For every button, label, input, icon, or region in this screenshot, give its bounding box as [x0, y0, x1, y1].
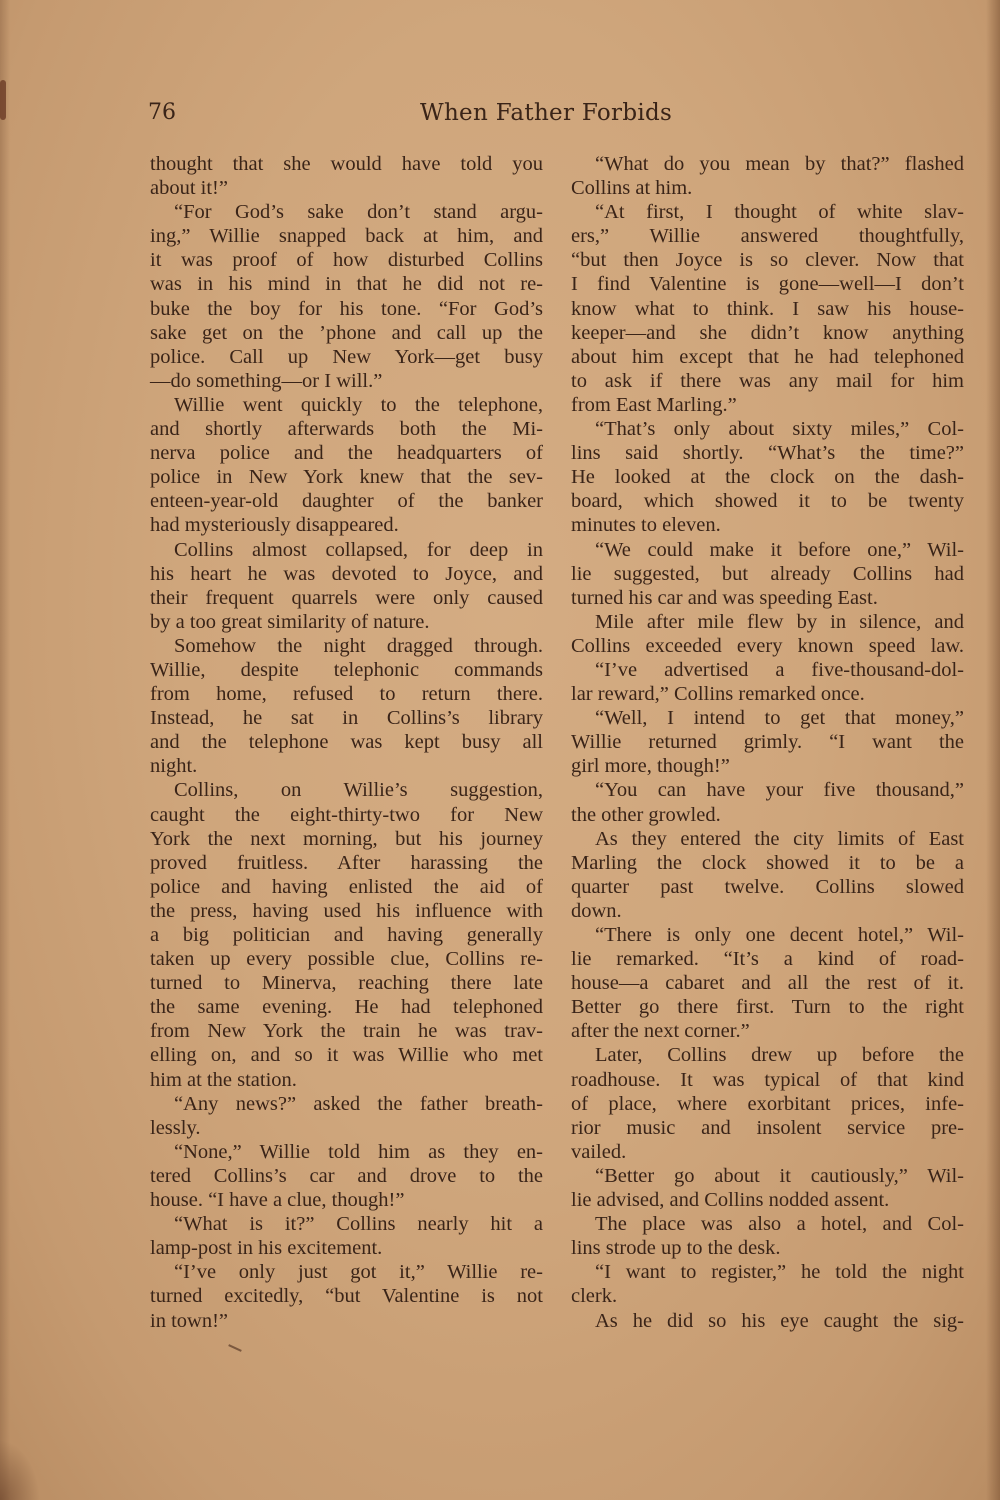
text-line: tered Collins’s car and drove to the	[150, 1164, 543, 1187]
text-column-right	[571, 152, 964, 1333]
text-line: vailed.	[571, 1140, 627, 1163]
text-line: “What is it?” Collins nearly hit a	[174, 1213, 543, 1236]
text-line: and shortly afterwards both the Mi-	[150, 418, 543, 441]
text-line: Willie went quickly to the telephone,	[174, 393, 543, 416]
text-line: turned his car and was speeding East.	[571, 586, 878, 609]
text-line: lie advised, and Collins nodded assent.	[571, 1189, 890, 1212]
page-edge-shadow-right	[986, 0, 1000, 1500]
text-line: had mysteriously disappeared.	[150, 514, 399, 537]
text-line: enteen-year-old daughter of the banker	[150, 490, 543, 513]
text-line: “That’s only about sixty miles,” Col-	[595, 418, 964, 441]
text-line: a big politician and having generally	[150, 924, 543, 946]
text-line: Somehow the night dragged through.	[174, 634, 543, 657]
text-line: and the telephone was kept busy all	[150, 731, 543, 754]
text-line: police in New York knew that the sev-	[150, 466, 543, 489]
text-line: down.	[571, 899, 622, 922]
text-line: ing,” Willie snapped back at him, and	[150, 225, 543, 248]
text-line: night.	[150, 755, 198, 778]
text-line: rior music and insolent service pre-	[571, 1116, 964, 1139]
text-line: after the next corner.”	[571, 1020, 750, 1043]
text-line: “Any news?” asked the father breath-	[174, 1092, 543, 1115]
text-line: their frequent quarrels were only caused	[150, 586, 543, 609]
text-line: keeper—and she didn’t know anything	[571, 321, 964, 344]
text-line: Collins almost collapsed, for deep in	[174, 538, 543, 561]
text-line: lins strode up to the desk.	[571, 1237, 781, 1260]
text-line: the press, having used his influence with	[150, 899, 543, 922]
text-line: Marling the clock showed it to be a	[571, 851, 964, 874]
text-line: the other growled.	[571, 803, 721, 826]
text-line: He looked at the clock on the dash-	[571, 466, 964, 489]
text-line: I find Valentine is gone—well—I don’t	[571, 273, 964, 296]
text-line: As they entered the city limits of East	[595, 827, 964, 850]
text-line: Better go there first. Turn to the right	[571, 996, 964, 1019]
text-line: “but then Joyce is so clever. Now that	[571, 249, 964, 272]
text-line: “I’ve only just got it,” Willie re-	[174, 1261, 543, 1284]
text-line: “I want to register,” he told the night	[595, 1261, 964, 1284]
text-line: about it!”	[150, 177, 228, 200]
text-line: girl more, though!”	[571, 755, 730, 778]
text-line: “I’ve advertised a five-thousand-dol-	[595, 658, 964, 681]
text-line: taken up every possible clue, Collins re-	[150, 948, 543, 971]
text-line: “What do you mean by that?” flashed	[595, 153, 964, 175]
text-column-left	[150, 152, 543, 1333]
text-line: police and having enlisted the aid of	[150, 875, 543, 898]
text-line: about him except that he had telephoned	[571, 345, 964, 368]
text-line: it was proof of how disturbed Collins	[150, 249, 543, 272]
text-line: lie remarked. “It’s a kind of road-	[571, 948, 964, 971]
text-line: “For God’s sake don’t stand argu-	[174, 201, 543, 224]
text-line: house—a cabaret and all the rest of it.	[571, 972, 964, 995]
text-line: from East Marling.”	[571, 393, 737, 416]
page-header	[148, 100, 948, 132]
text-line: York the next morning, but his journey	[150, 827, 543, 850]
corner-stain	[0, 1440, 40, 1500]
text-line: caught the eight-thirty-two for New	[150, 803, 543, 826]
text-line: Instead, he sat in Collins’s library	[150, 707, 543, 730]
text-line: board, which showed it to be twenty	[571, 490, 964, 513]
text-line: police. Call up New York—get busy	[150, 345, 543, 368]
text-line: know what to think. I saw his house-	[571, 297, 964, 320]
text-line: “At first, I thought of white slav-	[595, 201, 964, 224]
text-line: of place, where exorbitant prices, infe-	[571, 1092, 964, 1115]
text-line: from New York the train he was trav-	[150, 1020, 543, 1043]
text-line: lie suggested, but already Collins had	[571, 562, 964, 585]
text-line: in town!”	[150, 1309, 228, 1332]
text-line: “We could make it before one,” Wil-	[595, 538, 964, 561]
text-line: minutes to eleven.	[571, 514, 721, 537]
text-line: lar reward,” Collins remarked once.	[571, 683, 865, 706]
text-line: lins said shortly. “What’s the time?”	[571, 442, 964, 465]
text-line: Mile after mile flew by in silence, and	[595, 610, 964, 633]
text-line: lessly.	[150, 1116, 201, 1139]
text-line: turned to Minerva, reaching there late	[150, 972, 543, 995]
text-line: —do something—or I will.”	[150, 369, 383, 392]
ink-stain	[0, 80, 6, 120]
page-edge-shadow-left	[0, 0, 10, 1500]
text-line: quarter past twelve. Collins slowed	[571, 875, 964, 898]
text-line: Collins, on Willie’s suggestion,	[174, 779, 543, 802]
text-line: Willie returned grimly. “I want the	[571, 731, 964, 754]
page-number: 76	[148, 100, 176, 125]
text-line: “There is only one decent hotel,” Wil-	[595, 924, 964, 946]
running-title: When Father Forbids	[420, 100, 673, 126]
text-line: Willie, despite telephonic commands	[150, 658, 543, 681]
text-line: thought that she would have told you	[150, 153, 543, 175]
text-line: Collins at him.	[571, 177, 693, 200]
text-line: clerk.	[571, 1285, 618, 1308]
text-line: The place was also a hotel, and Col-	[595, 1213, 964, 1236]
text-line: him at the station.	[150, 1068, 297, 1091]
text-line: roadhouse. It was typical of that kind	[571, 1068, 964, 1091]
text-line: Collins exceeded every known speed law.	[571, 634, 964, 657]
text-line: turned excitedly, “but Valentine is not	[150, 1285, 543, 1308]
text-line: to ask if there was any mail for him	[571, 369, 964, 392]
text-line: house. “I have a clue, though!”	[150, 1189, 405, 1212]
text-line: his heart he was devoted to Joyce, and	[150, 562, 543, 585]
text-line: proved fruitless. After harassing the	[150, 851, 543, 874]
text-line: lamp-post in his excitement.	[150, 1237, 383, 1260]
text-line: was in his mind in that he did not re-	[150, 273, 543, 296]
text-line: “You can have your five thousand,”	[595, 779, 964, 802]
text-line: As he did so his eye caught the sig-	[595, 1309, 964, 1332]
text-line: by a too great similarity of nature.	[150, 610, 430, 633]
pencil-mark	[228, 1344, 242, 1352]
text-line: sake get on the ’phone and call up the	[150, 321, 543, 344]
text-line: elling on, and so it was Willie who met	[150, 1044, 543, 1067]
text-line: nerva police and the headquarters of	[150, 442, 543, 465]
text-line: Later, Collins drew up before the	[595, 1044, 964, 1067]
text-line: the same evening. He had telephoned	[150, 996, 543, 1019]
text-line: buke the boy for his tone. “For God’s	[150, 297, 543, 320]
text-line: “Better go about it cautiously,” Wil-	[595, 1164, 964, 1187]
text-line: from home, refused to return there.	[150, 683, 543, 706]
text-line: “None,” Willie told him as they en-	[174, 1140, 543, 1163]
text-line: “Well, I intend to get that money,”	[595, 707, 964, 730]
text-line: ers,” Willie answered thoughtfully,	[571, 225, 964, 248]
